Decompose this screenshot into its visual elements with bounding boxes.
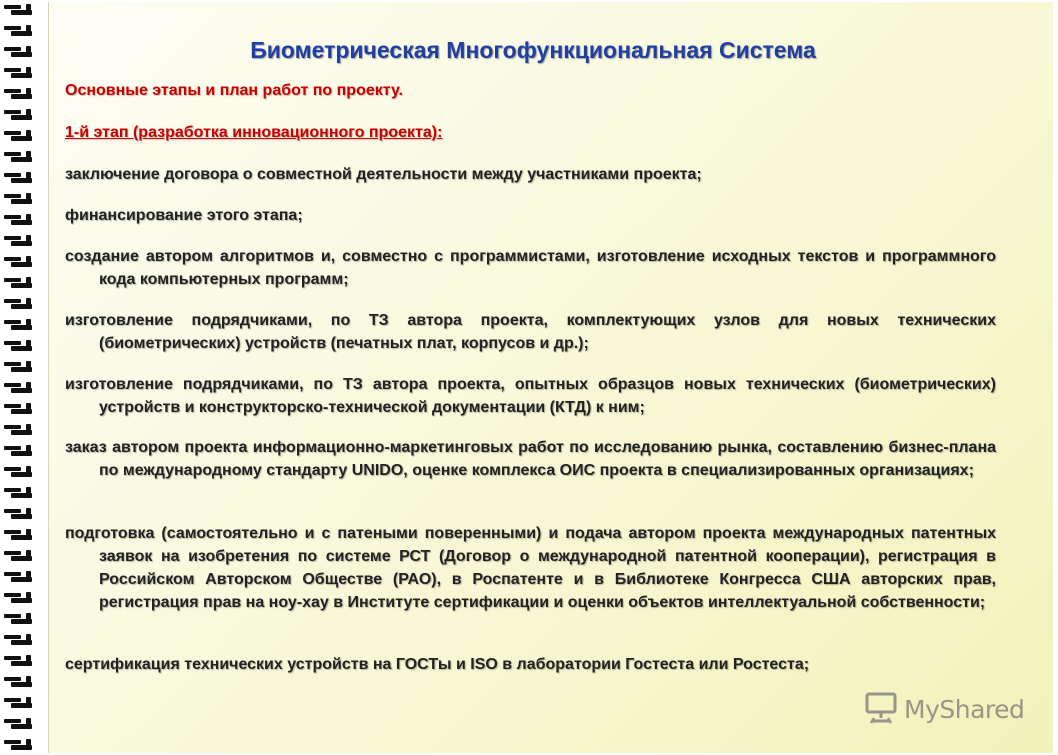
list-item: изготовление подрядчиками, по ТЗ автора проекта, комплектующих узлов для новых технических (биометрических) устройств (печатных плат, корпусов и др.); — [65, 312, 996, 352]
binding-ring-icon — [4, 613, 34, 626]
stage-heading: 1-й этап (разработка инновационного проекта): — [65, 124, 443, 141]
binding-ring-icon — [4, 718, 34, 731]
binding-ring-icon — [4, 571, 34, 584]
list-item: создание автором алгоритмов и, совместно с программистами, изготовление исходных текстов и программного кода компьютерных программ; — [65, 248, 996, 288]
binding-ring-icon — [4, 655, 34, 668]
binding-ring-icon — [4, 550, 34, 563]
list-item: изготовление подрядчиками, по ТЗ автора проекта, опытных образцов новых технических (биометрических) устройств и конструкторско-технической документации (КТД) к ним; — [65, 376, 996, 416]
watermark-logo — [864, 690, 1024, 728]
presentation-board-icon — [864, 690, 898, 729]
binding-ring-icon — [4, 487, 34, 500]
binding-ring-icon — [4, 382, 34, 395]
binding-ring-icon — [4, 109, 34, 122]
binding-ring-icon — [4, 634, 34, 647]
binding-ring-icon — [4, 361, 34, 374]
binding-ring-icon — [4, 214, 34, 227]
watermark-text: MyShared — [904, 694, 1025, 724]
page-title: Биометрическая Многофункциональная Система — [250, 37, 816, 63]
binding-ring-icon — [4, 319, 34, 332]
binding-ring-icon — [4, 592, 34, 605]
list-item: заказ автором проекта информационно-маркетинговых работ по исследованию рынка, составлению бизнес-плана по международному стандарту UNIDO, оценке комплекса ОИС проекта в специализированных организациях; — [65, 439, 996, 479]
binding-ring-icon — [4, 235, 34, 248]
list-item: сертификация технических устройств на ГОСТы и ISO в лаборатории Гостеста или Ростеста; — [65, 656, 810, 673]
binding-ring-icon — [4, 256, 34, 269]
binding-ring-icon — [4, 340, 34, 353]
list-item: финансирование этого этапа; — [65, 207, 303, 224]
binding-ring-icon — [4, 193, 34, 206]
binding-ring-icon — [4, 424, 34, 437]
binding-ring-icon — [4, 67, 34, 80]
binding-ring-icon — [4, 529, 34, 542]
spiral-binding — [0, 0, 42, 755]
list-item: подготовка (самостоятельно и с патеными поверенными) и подача автором проекта международных патентных заявок на изобретения по системе РСТ (Договор о международной патентной кооперации), регистрация в Российском Авторском Обществе (РАО), в Роспатенте и в Библиотеке Конгресса США авторских прав, регистрация прав на ноу-хау в Институте сертификации и оценки объектов интеллектуальной собственности; — [65, 525, 996, 611]
binding-ring-icon — [4, 88, 34, 101]
list-item: заключение договора о совместной деятельности между участниками проекта; — [65, 166, 702, 183]
binding-ring-icon — [4, 466, 34, 479]
binding-ring-icon — [4, 739, 34, 752]
binding-ring-icon — [4, 697, 34, 710]
binding-ring-icon — [4, 130, 34, 143]
binding-ring-icon — [4, 403, 34, 416]
binding-ring-icon — [4, 151, 34, 164]
binding-ring-icon — [4, 676, 34, 689]
binding-ring-icon — [4, 298, 34, 311]
binding-ring-icon — [4, 445, 34, 458]
binding-ring-icon — [4, 508, 34, 521]
binding-ring-icon — [4, 4, 34, 17]
binding-ring-icon — [4, 172, 34, 185]
section-subtitle: Основные этапы и план работ по проекту. — [65, 82, 403, 99]
binding-ring-icon — [4, 277, 34, 290]
